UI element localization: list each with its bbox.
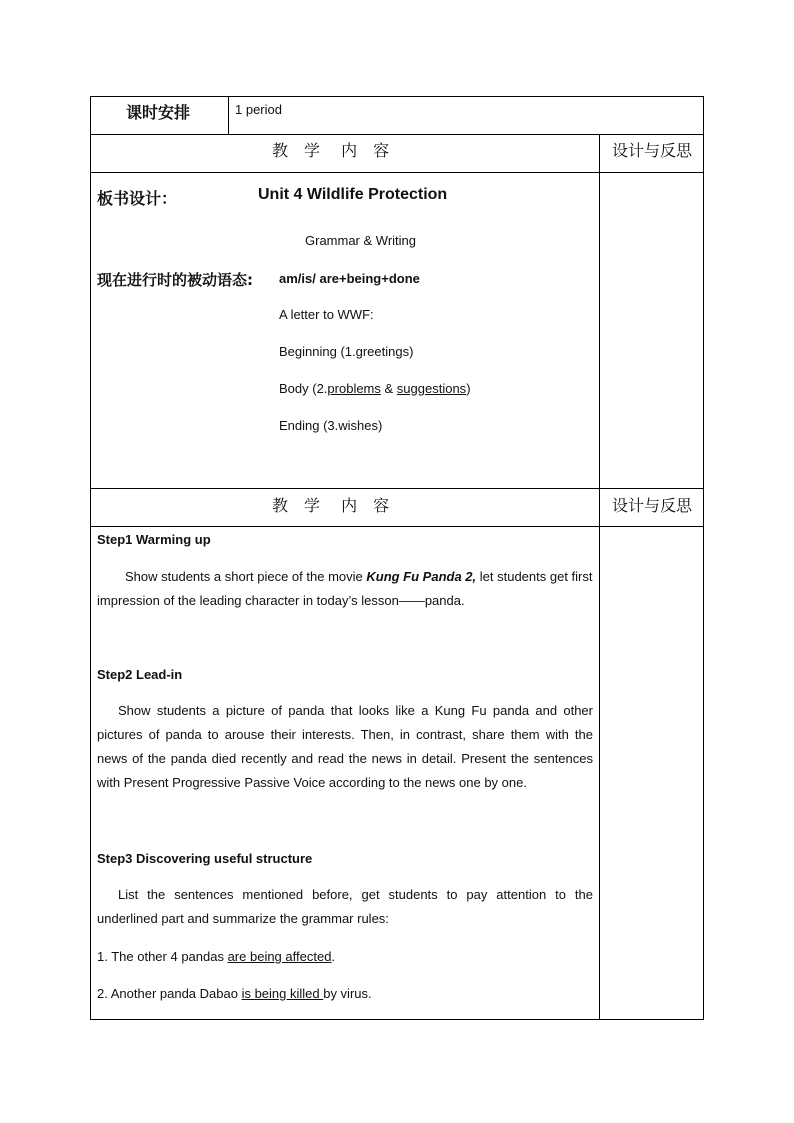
step1-title: Step1 Warming up <box>97 532 211 547</box>
step2-paragraph <box>97 699 593 795</box>
reflection-header-2: 设计与反思 <box>612 496 693 515</box>
step3-text: List the sentences mentioned before, get students to pay attention to the underlined part and summarize the grammar rules: <box>97 887 593 926</box>
ex1-pre: 1. The other 4 pandas <box>97 949 228 964</box>
letter-ending: Ending (3.wishes) <box>279 418 383 433</box>
schedule-label: 课时安排 <box>126 103 191 122</box>
step2-text: Show students a picture of panda that looks like a Kung Fu panda and other pictures of panda to arouse their interests. Then, in contrast, share them with the news of the panda died recently and read the news in detail. Present the sentences with Present Progressive Passive Voice according to the news one by one. <box>97 703 593 790</box>
step3-title: Step3 Discovering useful structure <box>97 851 313 866</box>
body-suffix: ) <box>466 381 471 396</box>
step2-title: Step2 Lead-in <box>97 667 183 682</box>
body-and: & <box>380 381 397 396</box>
ex2-post: by virus. <box>323 986 372 1001</box>
row-divider-4 <box>90 526 704 527</box>
grammar-label: 现在进行时的被动语态: <box>97 271 253 289</box>
body-prefix: Body (2. <box>279 381 328 396</box>
table-right-border <box>703 96 704 1020</box>
reflection-header: 设计与反思 <box>612 141 693 160</box>
example-sentence-1 <box>97 949 335 964</box>
board-design-label: 板书设计： <box>97 189 178 208</box>
grammar-formula: am/is/ are+being+done <box>279 271 420 286</box>
ex1-post: . <box>331 949 336 964</box>
letter-beginning: Beginning (1.greetings) <box>279 344 414 359</box>
ex2-pre: 2. Another panda Dabao <box>97 986 242 1001</box>
content-header: 教 学 内 容 <box>272 141 390 160</box>
step1-movie: Kung Fu Panda 2, <box>366 569 477 584</box>
letter-body <box>279 381 471 396</box>
body-suggestions: suggestions <box>396 381 467 396</box>
table-left-border <box>90 96 91 1020</box>
example-sentence-2 <box>97 986 372 1001</box>
board-subtitle: Grammar & Writing <box>305 233 416 248</box>
row-divider-2 <box>90 172 704 173</box>
step1-line2: impression of the leading character in today’s lesson——panda. <box>97 593 465 608</box>
ex1-underlined: are being affected <box>227 949 332 964</box>
ex2-underlined: is being killed <box>241 986 324 1001</box>
step3-paragraph <box>97 883 593 931</box>
content-header-2: 教 学 内 容 <box>272 496 390 515</box>
step1-pre: Show students a short piece of the movie <box>125 569 367 584</box>
row-divider-1 <box>90 134 704 135</box>
table-bottom-border <box>90 1019 704 1020</box>
body-problems: problems <box>327 381 381 396</box>
board-title: Unit 4 Wildlife Protection <box>258 186 448 203</box>
reflection-column-divider <box>599 134 600 1020</box>
schedule-value: 1 period <box>235 102 282 117</box>
step1-post: let students get first <box>476 569 593 584</box>
table-top-border <box>90 96 704 97</box>
step1-line1 <box>125 569 593 584</box>
row-divider-3 <box>90 488 704 489</box>
letter-title: A letter to WWF: <box>279 307 374 322</box>
header-column-divider <box>228 96 229 134</box>
